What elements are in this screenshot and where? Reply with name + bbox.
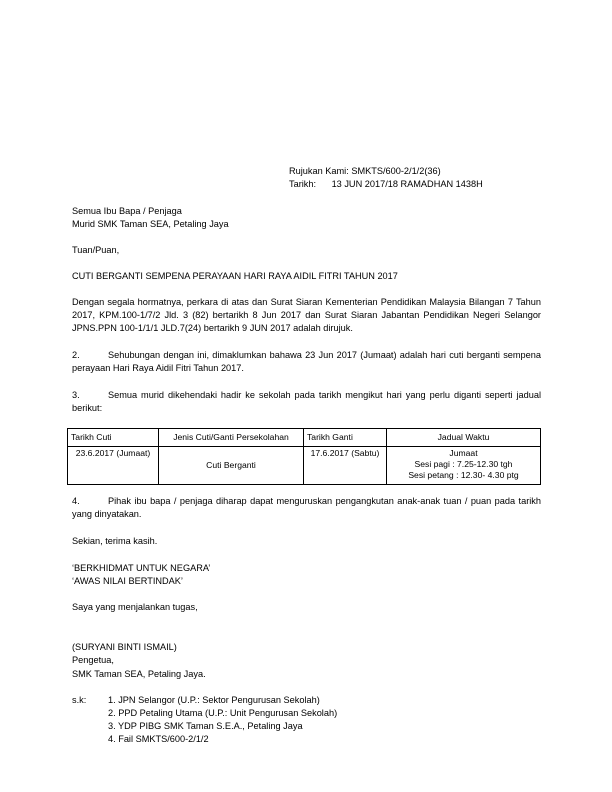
recipient-line-2: Murid SMK Taman SEA, Petaling Jaya xyxy=(72,219,229,229)
cc-item: 3. YDP PIBG SMK Taman S.E.A., Petaling Jaya xyxy=(108,721,303,731)
cell-tarikh-ganti: 17.6.2017 (Sabtu) xyxy=(304,447,387,485)
table-row xyxy=(68,447,541,485)
paragraph-2-text: Sehubungan dengan ini, dimaklumkan bahawa 23 Jun 2017 (Jumaat) adalah hari cuti berganti sempena perayaan Hari Raya Aidil Fitri Tahun 2017. xyxy=(72,350,541,373)
cell-tarikh-cuti: 23.6.2017 (Jumaat) xyxy=(68,447,159,485)
cc-item: 2. PPD Petaling Utama (U.P.: Unit Pengurusan Sekolah) xyxy=(108,708,338,718)
cell-jenis: Cuti Berganti xyxy=(159,447,304,485)
cell-jadual-waktu xyxy=(387,447,541,485)
header-tarikh-ganti: Tarikh Ganti xyxy=(304,429,387,447)
header-jadual-waktu: Jadual Waktu xyxy=(387,429,541,447)
paragraph-4-number: 4. xyxy=(72,496,80,506)
jadual-day: Jumaat xyxy=(449,448,478,458)
header-tarikh-cuti: Tarikh Cuti xyxy=(68,429,159,447)
date-line xyxy=(289,178,483,191)
motto-1: ‘BERKHIDMAT UNTUK NEGARA’ xyxy=(72,563,211,573)
paragraph-3 xyxy=(72,389,541,415)
closing-tugas: Saya yang menjalankan tugas, xyxy=(72,602,198,612)
reference-line xyxy=(289,165,441,178)
schedule-table xyxy=(67,428,541,485)
table-header-row xyxy=(68,429,541,447)
paragraph-1: Dengan segala hormatnya, perkara di atas dan Surat Siaran Kementerian Pendidikan Malaysia Bilangan 7 Tahun 2017, KPM.100-1/7/2 Jld. 3 (82) bertarikh 8 Jun 2017 dan Surat Siaran Jabantan Pendidikan Negeri Selangor JPNS.PPN 100-1/1/1 JLD.7(24) bertarikh 9 JUN 2017 adalah dirujuk. xyxy=(72,297,541,333)
header-jenis: Jenis Cuti/Ganti Persekolahan xyxy=(159,429,304,447)
paragraph-3-number: 3. xyxy=(72,390,80,400)
paragraph-4 xyxy=(72,495,541,521)
signatory-name: (SURYANI BINTI ISMAIL) xyxy=(72,642,177,652)
jadual-petang: Sesi petang : 12.30- 4.30 ptg xyxy=(408,470,519,480)
closing-thanks: Sekian, terima kasih. xyxy=(72,536,158,546)
paragraph-3-text: Semua murid dikehendaki hadir ke sekolah pada tarikh mengikut hari yang perlu diganti seperti jadual berikut: xyxy=(72,390,541,413)
cc-label: s.k: xyxy=(72,695,87,705)
tarikh-value: 13 JUN 2017/18 RAMADHAN 1438H xyxy=(331,179,483,189)
rujukan-value: SMKTS/600-2/1/2(36) xyxy=(351,166,441,176)
jadual-pagi: Sesi pagi : 7.25-12.30 tgh xyxy=(414,459,513,469)
cc-item: 1. JPN Selangor (U.P.: Sektor Pengurusan Sekolah) xyxy=(108,695,320,705)
paragraph-4-text: Pihak ibu bapa / penjaga diharap dapat menguruskan pengangkutan anak-anak tuan / puan pada tarikh yang dinyatakan. xyxy=(72,496,541,519)
signatory-title: Pengetua, xyxy=(72,655,114,665)
motto-2: ‘AWAS NILAI BERTINDAK’ xyxy=(72,576,183,586)
tarikh-label: Tarikh: xyxy=(289,179,317,189)
rujukan-label: Rujukan Kami: xyxy=(289,166,349,176)
paragraph-2-number: 2. xyxy=(72,350,80,360)
recipient-line-1: Semua Ibu Bapa / Penjaga xyxy=(72,206,182,216)
cc-item: 4. Fail SMKTS/600-2/1/2 xyxy=(108,734,209,744)
signatory-school: SMK Taman SEA, Petaling Jaya. xyxy=(72,669,206,679)
paragraph-2 xyxy=(72,349,541,375)
subject-heading: CUTI BERGANTI SEMPENA PERAYAAN HARI RAYA AIDIL FITRI TAHUN 2017 xyxy=(72,271,398,281)
salutation: Tuan/Puan, xyxy=(72,245,120,255)
